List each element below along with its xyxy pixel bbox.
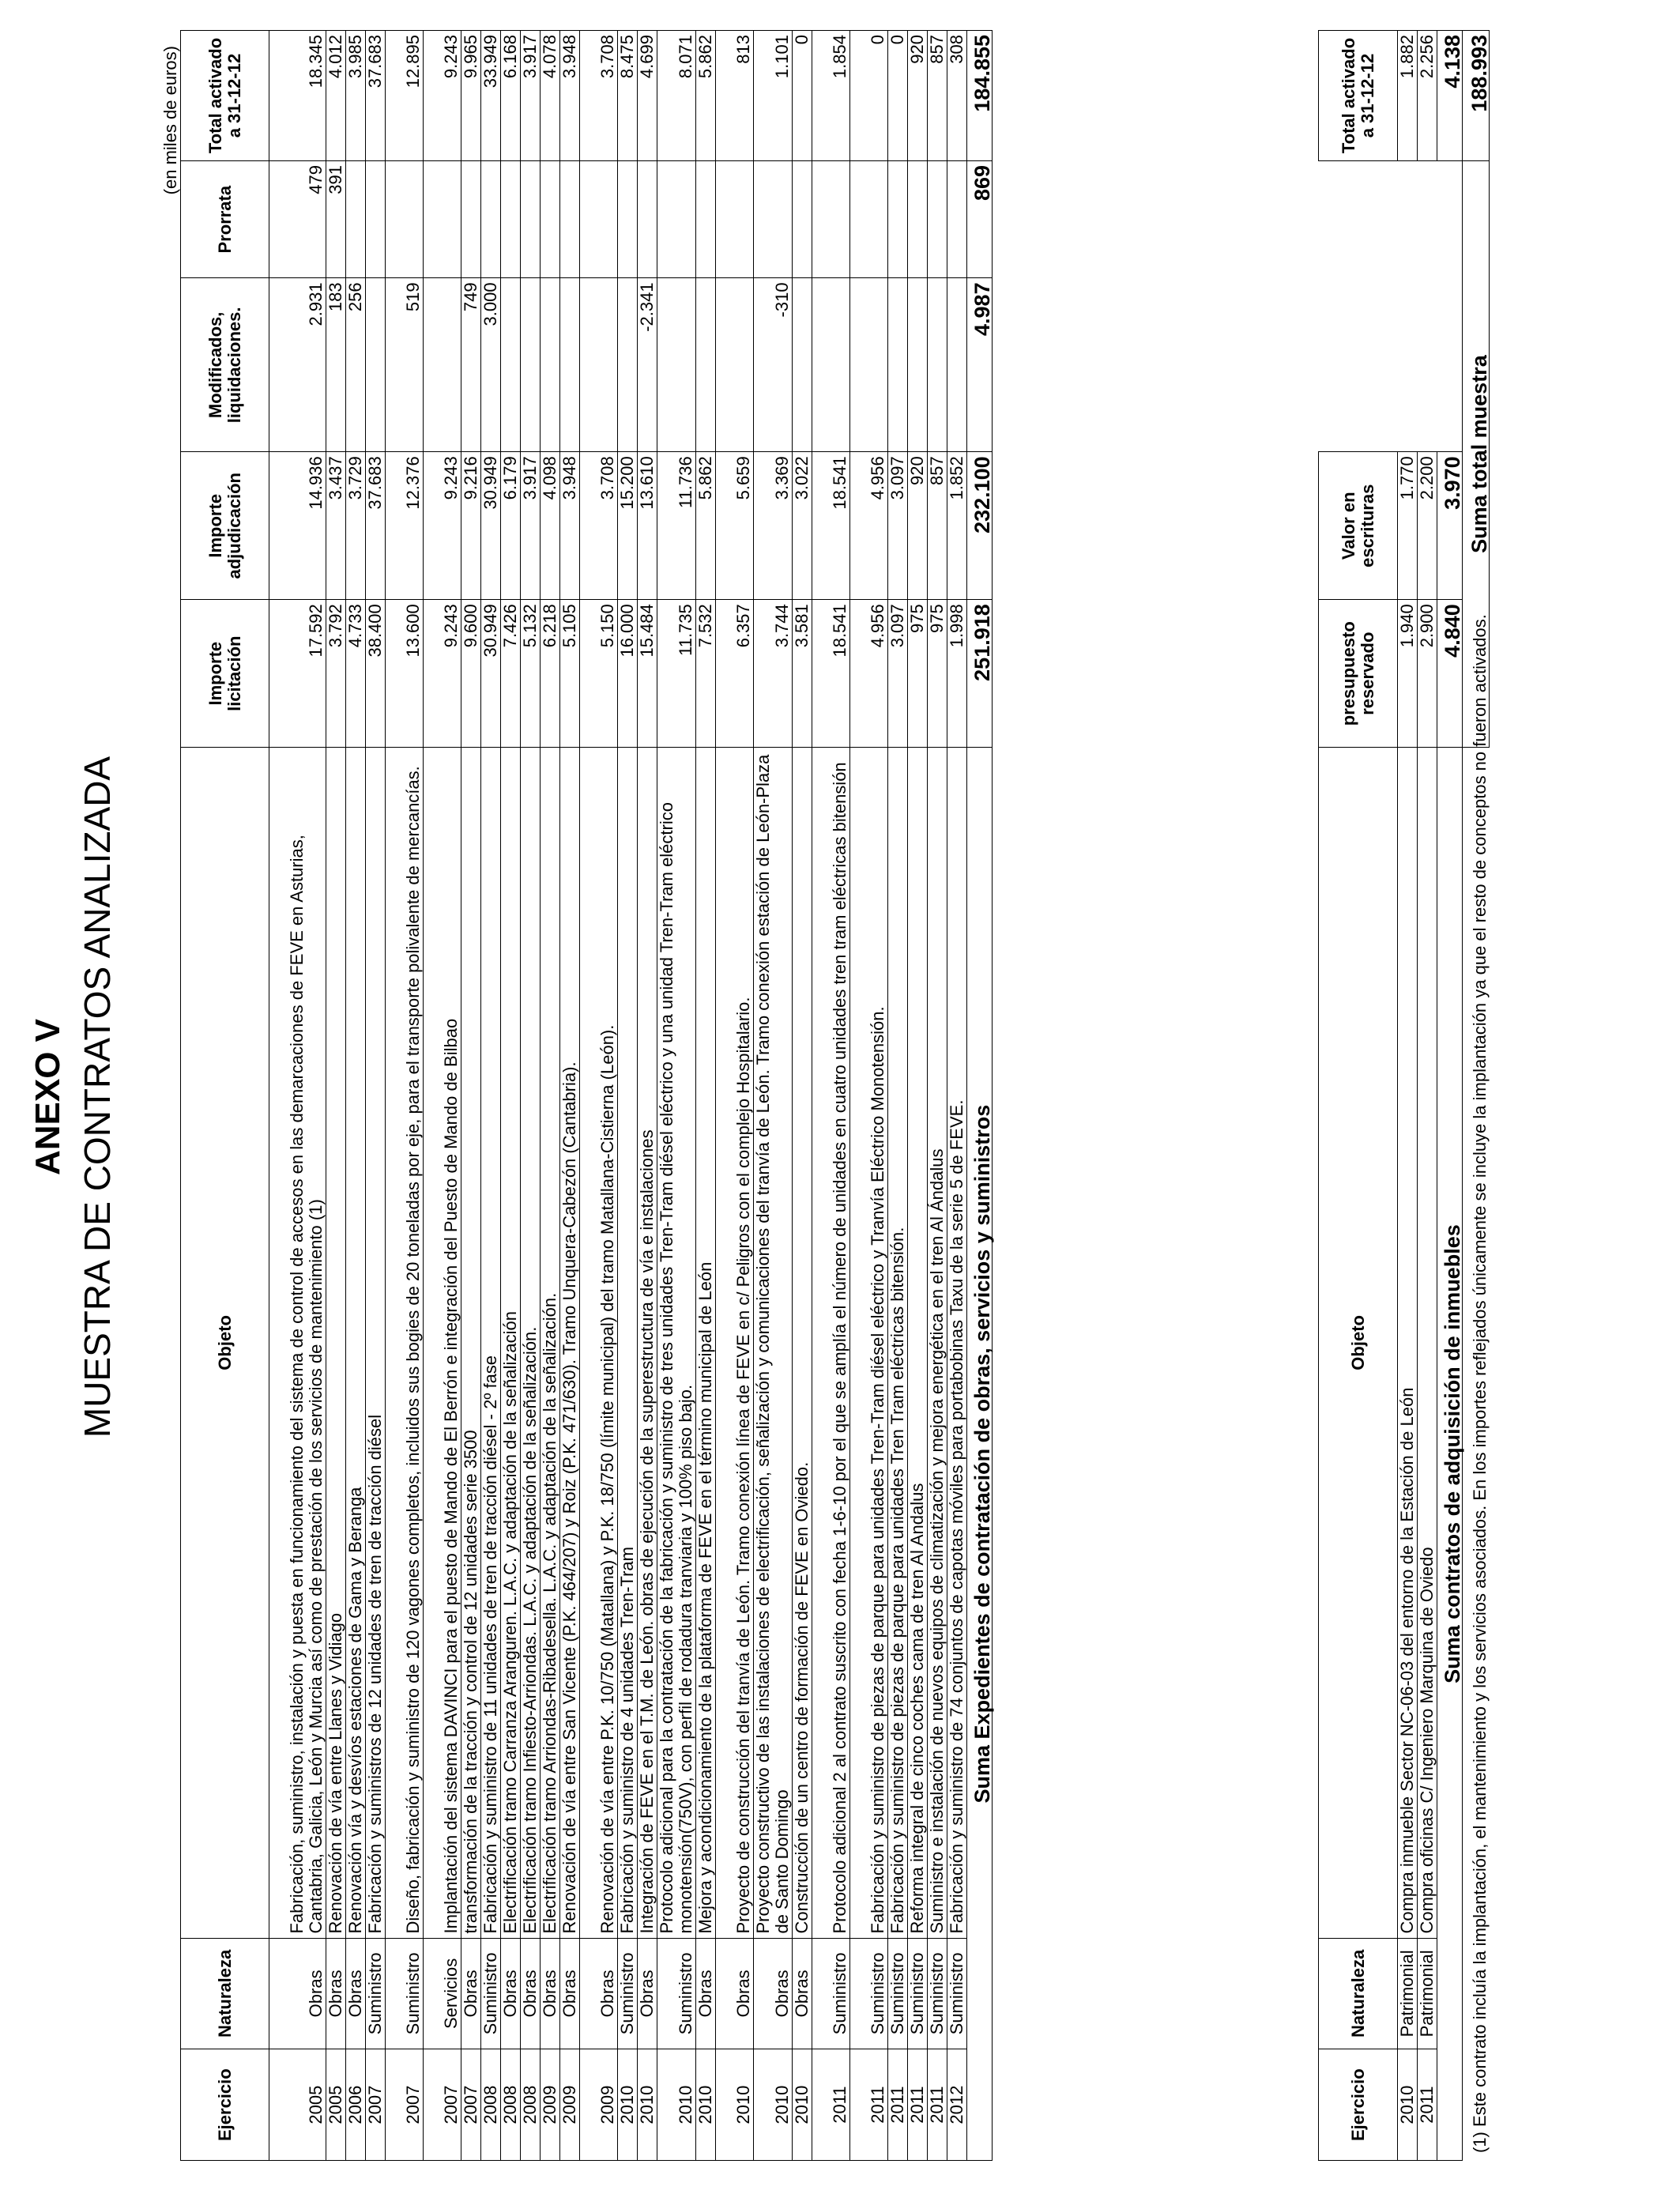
table-row <box>481 31 501 2161</box>
header-ejercicio: Ejercicio <box>181 2049 269 2161</box>
table-row <box>269 31 326 2161</box>
units-note: (en miles de euros) <box>160 46 180 195</box>
cell-empty <box>1418 278 1437 452</box>
cell-licitacion: 5.105 <box>560 600 580 748</box>
cell-adjudicacion: 9.243 <box>424 452 461 600</box>
cell-modificados <box>947 278 967 452</box>
cell-adjudicacion: 3.369 <box>754 452 793 600</box>
cell-total: 1.882 <box>1398 31 1418 161</box>
table-row <box>501 31 521 2161</box>
cell-prorrata <box>850 160 888 277</box>
cell-objeto: Suministro e instalación de nuevos equipos de climatización y mejora energética en el tren Al Ándalus <box>928 748 947 1938</box>
cell-objeto: Compra inmueble Sector NC-06-03 del entorno de la Estación de León <box>1398 748 1418 1938</box>
table-row <box>560 31 580 2161</box>
cell-naturaleza: Suministro <box>908 1938 928 2049</box>
cell-naturaleza: Obras <box>696 1938 716 2049</box>
grand-total-value: 188.993 <box>1463 31 1490 161</box>
subtotal-row <box>967 31 993 2161</box>
cell-total: 4.699 <box>638 31 657 161</box>
cell-naturaleza: Obras <box>501 1938 521 2049</box>
subtotal-licitacion: 251.918 <box>967 600 993 748</box>
cell-objeto: Fabricación y suministro de piezas de parque para unidades Tren-Tram diésel eléctrico y Tranvía Eléctrico Monotensión. <box>850 748 888 1938</box>
cell-total: 37.683 <box>366 31 386 161</box>
cell-ejercicio: 2007 <box>424 2049 461 2161</box>
table-row <box>618 31 638 2161</box>
cell-total: 920 <box>908 31 928 161</box>
table-row <box>793 31 812 2161</box>
cell-naturaleza: Suministro <box>366 1938 386 2049</box>
cell-ejercicio: 2011 <box>908 2049 928 2161</box>
cell-ejercicio: 2006 <box>346 2049 366 2161</box>
property-subtotal-presupuesto: 4.840 <box>1437 600 1463 748</box>
grand-total-label: Suma total muestra <box>1463 160 1490 747</box>
table-row <box>580 31 618 2161</box>
cell-adjudicacion: 9.216 <box>461 452 481 600</box>
table-row <box>850 31 888 2161</box>
cell-modificados <box>580 278 618 452</box>
cell-total: 813 <box>716 31 754 161</box>
cell-licitacion: 6.218 <box>541 600 560 748</box>
cell-prorrata <box>696 160 716 277</box>
cell-prorrata <box>812 160 850 277</box>
cell-ejercicio: 2010 <box>793 2049 812 2161</box>
cell-modificados <box>521 278 541 452</box>
cell-licitacion: 3.792 <box>326 600 346 748</box>
cell-naturaleza: Obras <box>521 1938 541 2049</box>
cell-ejercicio: 2008 <box>521 2049 541 2161</box>
header2-empty-1 <box>1319 278 1398 452</box>
cell-total: 33.949 <box>481 31 501 161</box>
cell-ejercicio: 2010 <box>1398 2049 1418 2161</box>
contracts-table <box>180 30 993 2161</box>
cell-adjudicacion: 3.948 <box>560 452 580 600</box>
cell-modificados <box>888 278 908 452</box>
cell-adjudicacion: 3.097 <box>888 452 908 600</box>
cell-ejercicio: 2005 <box>326 2049 346 2161</box>
cell-ejercicio: 2011 <box>1418 2049 1437 2161</box>
subtotal-prorrata: 869 <box>967 160 993 277</box>
cell-modificados <box>424 278 461 452</box>
cell-licitacion: 3.744 <box>754 600 793 748</box>
cell-prorrata <box>560 160 580 277</box>
subtotal-label: Suma Expedientes de contratación de obras, servicios y suministros <box>967 748 993 2161</box>
cell-total: 0 <box>888 31 908 161</box>
cell-prorrata <box>888 160 908 277</box>
cell-ejercicio: 2007 <box>366 2049 386 2161</box>
cell-modificados <box>908 278 928 452</box>
cell-total: 3.948 <box>560 31 580 161</box>
cell-total: 3.985 <box>346 31 366 161</box>
cell-total: 18.345 <box>269 31 326 161</box>
cell-prorrata <box>366 160 386 277</box>
cell-total: 4.012 <box>326 31 346 161</box>
table-row <box>716 31 754 2161</box>
cell-prorrata <box>947 160 967 277</box>
footnote: (1) Este contrato incluía la implantación, el mantenimiento y los servicios asociados. En los importes reflejados únicamente se incluye la implantación ya que el resto de conceptos no fueron activados. <box>1470 614 1490 2153</box>
cell-naturaleza: Obras <box>560 1938 580 2049</box>
table-row <box>696 31 716 2161</box>
cell-naturaleza: Obras <box>346 1938 366 2049</box>
cell-prorrata: 391 <box>326 160 346 277</box>
header2-objeto: Objeto <box>1319 748 1398 1938</box>
header-objeto: Objeto <box>181 748 269 1938</box>
cell-prorrata <box>657 160 696 277</box>
cell-objeto: Renovación de vía entre San Vicente (P.K. 464/207) y Roiz (P.K. 471/630). Tramo Unquera-Cabezón (Cantabria). <box>560 748 580 1938</box>
cell-total: 1.101 <box>754 31 793 161</box>
cell-naturaleza: Suministro <box>386 1938 424 2049</box>
cell-licitacion: 5.150 <box>580 600 618 748</box>
cell-ejercicio: 2007 <box>386 2049 424 2161</box>
cell-naturaleza: Obras <box>541 1938 560 2049</box>
cell-prorrata <box>424 160 461 277</box>
cell-ejercicio: 2005 <box>269 2049 326 2161</box>
cell-objeto: Compra oficinas C/ Ingeniero Marquina de Oviedo <box>1418 748 1437 1938</box>
cell-modificados: 2.931 <box>269 278 326 452</box>
cell-adjudicacion: 3.708 <box>580 452 618 600</box>
cell-objeto: Fabricación y suministro de 4 unidades Tren-Tram <box>618 748 638 1938</box>
header-total: Total activado a 31-12-12 <box>181 31 269 161</box>
cell-total: 308 <box>947 31 967 161</box>
cell-total: 3.708 <box>580 31 618 161</box>
cell-objeto: Protocolo adicional para la contratación de la fabricación y suministro de tres unidades Tren-Tram diésel eléctrico y una unidad Tren-Tram eléctrico monotensión(750V), con perfil de rodadura tranviaria y 100% piso bajo. <box>657 748 696 1938</box>
cell-licitacion: 16.000 <box>618 600 638 748</box>
cell-prorrata <box>501 160 521 277</box>
cell-total: 8.071 <box>657 31 696 161</box>
table2-header-row <box>1319 31 1398 2161</box>
cell-modificados: 519 <box>386 278 424 452</box>
cell-naturaleza: Suministro <box>618 1938 638 2049</box>
table-row <box>326 31 346 2161</box>
cell-total: 0 <box>793 31 812 161</box>
cell-licitacion: 5.132 <box>521 600 541 748</box>
cell-naturaleza: Servicios <box>424 1938 461 2049</box>
table-row <box>638 31 657 2161</box>
cell-total: 3.917 <box>521 31 541 161</box>
header2-valor: Valor en escrituras <box>1319 452 1398 600</box>
cell-objeto: Protocolo adicional 2 al contrato suscrito con fecha 1-6-10 por el que se amplía el número de unidades en cuatro unidades tren tram eléctricas bitensión <box>812 748 850 1938</box>
cell-licitacion: 30.949 <box>481 600 501 748</box>
cell-total: 1.854 <box>812 31 850 161</box>
cell-ejercicio: 2007 <box>461 2049 481 2161</box>
cell-naturaleza: Suministro <box>888 1938 908 2049</box>
table-row <box>657 31 696 2161</box>
cell-empty <box>1398 160 1418 277</box>
cell-objeto: Electrificación tramo Infiesto-Arriondas. L.A.C. y adaptación de la señalización. <box>521 748 541 1938</box>
cell-modificados: 256 <box>346 278 366 452</box>
cell-total: 9.243 <box>424 31 461 161</box>
cell-objeto: Electrificación tramo Arriondas-Ribadesella. L.A.C. y adaptación de la señalización. <box>541 748 560 1938</box>
cell-prorrata <box>638 160 657 277</box>
cell-objeto: Renovación vía y desvíos estaciones de Gama y Beranga <box>346 748 366 1938</box>
cell-naturaleza: Patrimonial <box>1418 1938 1437 2049</box>
cell-objeto: Renovación de vía entre Llanes y Vidiago <box>326 748 346 1938</box>
subtotal-total: 184.855 <box>967 31 993 161</box>
cell-naturaleza: Obras <box>638 1938 657 2049</box>
cell-objeto: Proyecto de construcción del tranvía de León. Tramo conexión línea de FEVE en c/ Peligros con el complejo Hospitalario. <box>716 748 754 1938</box>
cell-licitacion: 3.581 <box>793 600 812 748</box>
cell-adjudicacion: 30.949 <box>481 452 501 600</box>
cell-ejercicio: 2011 <box>812 2049 850 2161</box>
cell-objeto: transformación de la tracción y control de 12 unidades serie 3500 <box>461 748 481 1938</box>
cell-adjudicacion: 4.956 <box>850 452 888 600</box>
cell-presupuesto: 1.940 <box>1398 600 1418 748</box>
cell-licitacion: 6.357 <box>716 600 754 748</box>
cell-prorrata <box>618 160 638 277</box>
cell-adjudicacion: 12.376 <box>386 452 424 600</box>
cell-modificados <box>850 278 888 452</box>
cell-prorrata <box>716 160 754 277</box>
cell-licitacion: 975 <box>928 600 947 748</box>
cell-objeto: Fabricación y suministros de 12 unidades de tren de tracción diésel <box>366 748 386 1938</box>
cell-ejercicio: 2011 <box>928 2049 947 2161</box>
cell-modificados <box>560 278 580 452</box>
cell-modificados: 3.000 <box>481 278 501 452</box>
header-licitacion: Importe licitación <box>181 600 269 748</box>
cell-naturaleza: Suministro <box>481 1938 501 2049</box>
cell-prorrata <box>580 160 618 277</box>
header-adjudicacion: Importe adjudicación <box>181 452 269 600</box>
cell-objeto: Construcción de un centro de formación de FEVE en Oviedo. <box>793 748 812 1938</box>
cell-prorrata <box>541 160 560 277</box>
cell-modificados <box>657 278 696 452</box>
cell-modificados <box>618 278 638 452</box>
cell-ejercicio: 2010 <box>754 2049 793 2161</box>
cell-objeto: Fabricación, suministro, instalación y puesta en funcionamiento del sistema de control de accesos en las demarcaciones de FEVE en Asturias, Cantabria, Galicia, León y Murcia así como de prestación de los servicios de mantenimiento (1) <box>269 748 326 1938</box>
cell-prorrata: 479 <box>269 160 326 277</box>
cell-licitacion: 1.998 <box>947 600 967 748</box>
cell-objeto: Implantación del sistema DAVINCI para el puesto de Mando de El Berrón e integración del Puesto de Mando de Bilbao <box>424 748 461 1938</box>
cell-licitacion: 9.243 <box>424 600 461 748</box>
cell-modificados: 183 <box>326 278 346 452</box>
cell-empty <box>1418 160 1437 277</box>
cell-prorrata <box>521 160 541 277</box>
table-row <box>541 31 560 2161</box>
cell-adjudicacion: 3.917 <box>521 452 541 600</box>
cell-total: 4.078 <box>541 31 560 161</box>
cell-adjudicacion: 13.610 <box>638 452 657 600</box>
cell-modificados <box>793 278 812 452</box>
table-row <box>386 31 424 2161</box>
cell-ejercicio: 2008 <box>481 2049 501 2161</box>
cell-modificados: 749 <box>461 278 481 452</box>
table-row <box>928 31 947 2161</box>
header2-naturaleza: Naturaleza <box>1319 1938 1398 2049</box>
property-subtotal-total: 4.138 <box>1437 31 1463 161</box>
property-subtotal-empty-1 <box>1437 278 1463 452</box>
table-row <box>908 31 928 2161</box>
cell-ejercicio: 2010 <box>638 2049 657 2161</box>
cell-total: 857 <box>928 31 947 161</box>
cell-total: 5.862 <box>696 31 716 161</box>
table-row <box>812 31 850 2161</box>
header2-empty-2 <box>1319 160 1398 277</box>
cell-licitacion: 15.484 <box>638 600 657 748</box>
cell-ejercicio: 2009 <box>560 2049 580 2161</box>
property-subtotal-empty-2 <box>1437 160 1463 277</box>
cell-naturaleza: Obras <box>461 1938 481 2049</box>
table-row <box>366 31 386 2161</box>
cell-naturaleza: Obras <box>580 1938 618 2049</box>
cell-objeto: Integración de FEVE en el T.M. de León. obras de ejecución de la superestructura de vía e instalaciones <box>638 748 657 1938</box>
cell-licitacion: 38.400 <box>366 600 386 748</box>
table-row <box>461 31 481 2161</box>
header2-total: Total activado a 31-12-12 <box>1319 31 1398 161</box>
cell-objeto: Electrificación tramo Carranza Aranguren. L.A.C. y adaptación de la señalización <box>501 748 521 1938</box>
cell-naturaleza: Suministro <box>812 1938 850 2049</box>
cell-objeto: Fabricación y suministro de 11 unidades de tren de tracción diésel - 2º fase <box>481 748 501 1938</box>
cell-naturaleza: Suministro <box>657 1938 696 2049</box>
cell-adjudicacion: 1.852 <box>947 452 967 600</box>
cell-naturaleza: Obras <box>793 1938 812 2049</box>
cell-licitacion: 975 <box>908 600 928 748</box>
cell-licitacion: 9.600 <box>461 600 481 748</box>
table-row <box>1398 31 1418 2161</box>
cell-licitacion: 4.956 <box>850 600 888 748</box>
cell-licitacion: 17.592 <box>269 600 326 748</box>
cell-naturaleza: Patrimonial <box>1398 1938 1418 2049</box>
cell-modificados <box>812 278 850 452</box>
cell-prorrata <box>908 160 928 277</box>
cell-licitacion: 18.541 <box>812 600 850 748</box>
cell-naturaleza: Obras <box>754 1938 793 2049</box>
cell-prorrata <box>793 160 812 277</box>
cell-adjudicacion: 3.729 <box>346 452 366 600</box>
cell-licitacion: 4.733 <box>346 600 366 748</box>
cell-licitacion: 7.532 <box>696 600 716 748</box>
subtotal-adjudicacion: 232.100 <box>967 452 993 600</box>
cell-objeto: Proyecto constructivo de las instalaciones de electrificación, señalización y comunicaciones del tranvía de León. Tramo conexión estación de León-Plaza de Santo Domingo <box>754 748 793 1938</box>
page-title: ANEXO V <box>28 1018 67 1176</box>
cell-modificados <box>366 278 386 452</box>
property-subtotal-label: Suma contratos de adquisición de inmuebles <box>1437 748 1463 2161</box>
table-row <box>947 31 967 2161</box>
table-row <box>754 31 793 2161</box>
cell-adjudicacion: 3.437 <box>326 452 346 600</box>
table-row <box>521 31 541 2161</box>
cell-objeto: Mejora y acondicionamiento de la plataforma de FEVE en el término municipal de León <box>696 748 716 1938</box>
cell-ejercicio: 2009 <box>541 2049 560 2161</box>
property-subtotal-row <box>1437 31 1463 2161</box>
cell-valor: 1.770 <box>1398 452 1418 600</box>
cell-modificados: -2.341 <box>638 278 657 452</box>
cell-ejercicio: 2012 <box>947 2049 967 2161</box>
cell-ejercicio: 2010 <box>696 2049 716 2161</box>
cell-modificados <box>501 278 521 452</box>
cell-prorrata <box>346 160 366 277</box>
cell-prorrata <box>754 160 793 277</box>
cell-ejercicio: 2010 <box>657 2049 696 2161</box>
table-row <box>888 31 908 2161</box>
cell-objeto: Diseño, fabricación y suministro de 120 vagones completos, incluidos sus bogies de 20 toneladas por eje, para el transporte polivalente de mercancías. <box>386 748 424 1938</box>
cell-total: 8.475 <box>618 31 638 161</box>
cell-objeto: Fabricación y suministro de 74 conjuntos de capotas móviles para portabobinas Taxu de la serie 5 de FEVE. <box>947 748 967 1938</box>
table-row <box>1418 31 1437 2161</box>
cell-ejercicio: 2010 <box>716 2049 754 2161</box>
cell-prorrata <box>928 160 947 277</box>
cell-ejercicio: 2008 <box>501 2049 521 2161</box>
cell-modificados <box>928 278 947 452</box>
cell-total: 0 <box>850 31 888 161</box>
cell-modificados <box>541 278 560 452</box>
cell-modificados: -310 <box>754 278 793 452</box>
cell-licitacion: 13.600 <box>386 600 424 748</box>
cell-adjudicacion: 5.659 <box>716 452 754 600</box>
cell-naturaleza: Obras <box>326 1938 346 2049</box>
cell-adjudicacion: 857 <box>928 452 947 600</box>
cell-modificados <box>716 278 754 452</box>
cell-adjudicacion: 3.022 <box>793 452 812 600</box>
cell-adjudicacion: 5.862 <box>696 452 716 600</box>
table-row <box>346 31 366 2161</box>
page-subtitle: MUESTRA DE CONTRATOS ANALIZADA <box>77 756 118 1438</box>
cell-valor: 2.200 <box>1418 452 1437 600</box>
header2-ejercicio: Ejercicio <box>1319 2049 1398 2161</box>
cell-naturaleza: Obras <box>269 1938 326 2049</box>
cell-adjudicacion: 14.936 <box>269 452 326 600</box>
table-row <box>424 31 461 2161</box>
cell-total: 6.168 <box>501 31 521 161</box>
cell-adjudicacion: 37.683 <box>366 452 386 600</box>
cell-prorrata <box>461 160 481 277</box>
cell-naturaleza: Suministro <box>928 1938 947 2049</box>
cell-naturaleza: Suministro <box>850 1938 888 2049</box>
cell-ejercicio: 2011 <box>888 2049 908 2161</box>
cell-adjudicacion: 11.736 <box>657 452 696 600</box>
header-naturaleza: Naturaleza <box>181 1938 269 2049</box>
cell-objeto: Fabricación y suministro de piezas de parque para unidades Tren Tram eléctricas bitensión. <box>888 748 908 1938</box>
cell-naturaleza: Obras <box>716 1938 754 2049</box>
table-header-row <box>181 31 269 2161</box>
cell-ejercicio: 2009 <box>580 2049 618 2161</box>
header2-presupuesto: presupuesto reservado <box>1319 600 1398 748</box>
cell-total: 2.256 <box>1418 31 1437 161</box>
cell-total: 12.895 <box>386 31 424 161</box>
cell-ejercicio: 2010 <box>618 2049 638 2161</box>
cell-naturaleza: Suministro <box>947 1938 967 2049</box>
property-table <box>1318 30 1490 2161</box>
cell-licitacion: 3.097 <box>888 600 908 748</box>
cell-ejercicio: 2011 <box>850 2049 888 2161</box>
cell-adjudicacion: 920 <box>908 452 928 600</box>
subtotal-modificados: 4.987 <box>967 278 993 452</box>
cell-empty <box>1398 278 1418 452</box>
cell-modificados <box>696 278 716 452</box>
header-prorrata: Prorrata <box>181 160 269 277</box>
cell-adjudicacion: 15.200 <box>618 452 638 600</box>
cell-adjudicacion: 6.179 <box>501 452 521 600</box>
cell-prorrata <box>386 160 424 277</box>
cell-licitacion: 7.426 <box>501 600 521 748</box>
cell-prorrata <box>481 160 501 277</box>
property-subtotal-valor: 3.970 <box>1437 452 1463 600</box>
cell-presupuesto: 2.900 <box>1418 600 1437 748</box>
cell-licitacion: 11.735 <box>657 600 696 748</box>
header-modificados: Modificados, liquidaciones. <box>181 278 269 452</box>
cell-adjudicacion: 18.541 <box>812 452 850 600</box>
cell-adjudicacion: 4.098 <box>541 452 560 600</box>
cell-objeto: Reforma integral de cinco coches cama de tren Al Andalus <box>908 748 928 1938</box>
cell-objeto: Renovación de vía entre P.K. 10/750 (Matallana) y P.K. 18/750 (límite municipal) del tramo Matallana-Cistierna (León). <box>580 748 618 1938</box>
cell-total: 9.965 <box>461 31 481 161</box>
